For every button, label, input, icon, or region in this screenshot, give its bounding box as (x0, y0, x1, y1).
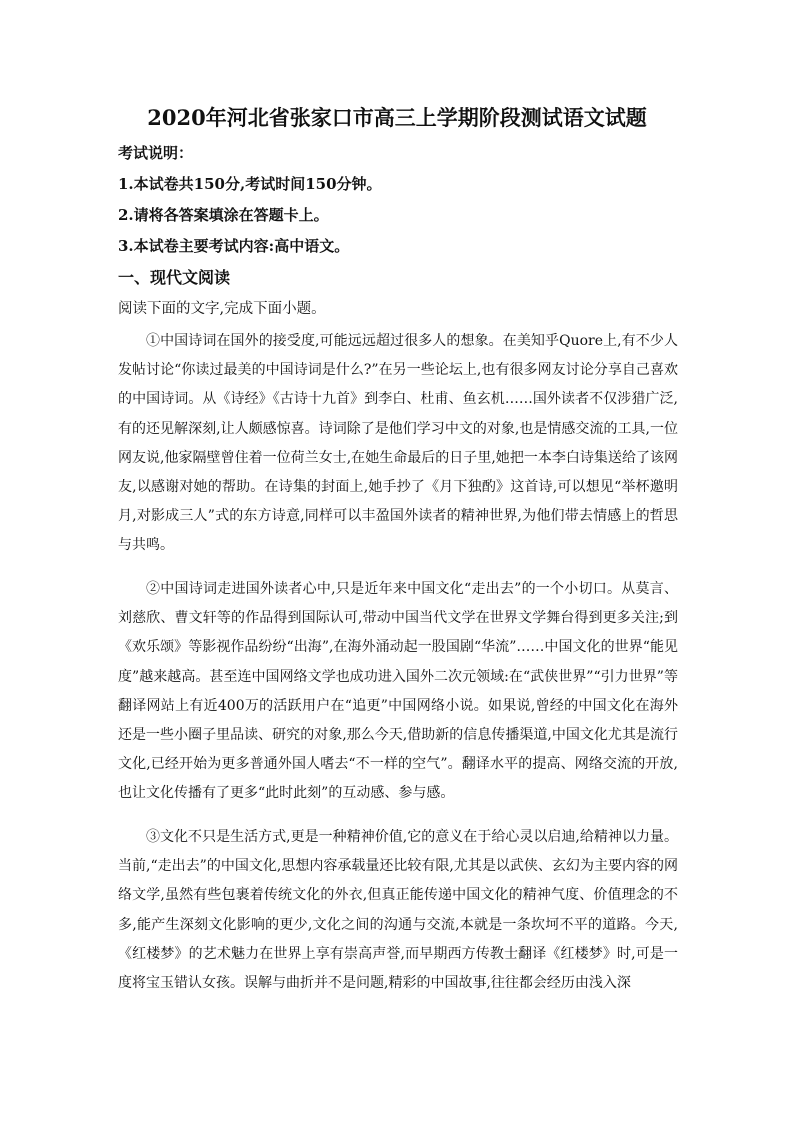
passage-paragraph-3: ③文化不只是生活方式,更是一种精神价值,它的意义在于给心灵以启迪,给精神以力量。当前,“走出去”的中国文化,思想内容承载量还比较有限,尤其是以武侠、玄幻为主要内容的网络文学,虽然有些包裹着传统文化的外衣,但真正能传递中国文化的精神气度、价值理念的不多,能产生深刻文化影响的更少,文化之间的沟通与交流,本就是一条坎坷不平的道路。今天,《红楼梦》的艺术魅力在世界上享有崇高声誉,而早期西方传教士翻译《红楼梦》时,可是一度将宝玉错认女孩。误解与曲折并不是问题,精彩的中国故事,往往都会经历由浅入深 (118, 829, 678, 992)
document-title: 2020年河北省张家口市高三上学期阶段测试语文试题 (147, 105, 647, 130)
reading-instruction: 阅读下面的文字,完成下面小题。 (118, 301, 326, 317)
exam-note-3: 3.本试卷主要考试内容:高中语文。 (118, 237, 350, 255)
section-heading: 一、现代文阅读 (118, 268, 231, 287)
exam-note-1: 1.本试卷共150分,考试时间150分钟。 (118, 175, 382, 193)
exam-note-2: 2.请将各答案填涂在答题卡上。 (118, 206, 329, 224)
passage-paragraph-1: ①中国诗词在国外的接受度,可能远远超过很多人的想象。在美知乎Quore上,有不少人发帖讨论“你读过最美的中国诗词是什么?”在另一些论坛上,也有很多网友讨论分享自己喜欢的中国诗词。从《诗经》《古诗十九首》到李白、杜甫、鱼玄机……国外读者不仅涉猎广泛,有的还见解深刻,让人颇感惊喜。诗词除了是他们学习中文的对象,也是情感交流的工具,一位网友说,他家隔壁曾住着一位荷兰女士,在她生命最后的日子里,她把一本李白诗集送给了该网友,以感谢对她的帮助。在诗集的封面上,她手抄了《月下独酌》这首诗,可以想见“举杯邀明月,对影成三人”式的东方诗意,同样可以丰盈国外读者的精神世界,为他们带去情感上的哲思与共鸣。 (118, 333, 678, 554)
passage-paragraph-2: ②中国诗词走进国外读者心中,只是近年来中国文化“走出去”的一个小切口。从莫言、刘慈欣、曹文轩等的作品得到国际认可,带动中国当代文学在世界文学舞台得到更多关注;到《欢乐颂》等影视作品纷纷“出海”,在海外涌动起一股国剧“华流”……中国文化的世界“能见度”越来越高。甚至连中国网络文学也成功进入国外二次元领域:在“武侠世界”“引力世界”等翻译网站上有近400万的活跃用户在“追更”中国网络小说。如果说,曾经的中国文化在海外还是一些小圈子里品读、研究的对象,那么今天,借助新的信息传播渠道,中国文化尤其是流行文化,已经开始为更多普通外国人嗜去“不一样的空气”。翻译水平的提高、网络交流的开放,也让文化传播有了更多“此时此刻”的互动感、参与感。 (118, 581, 678, 802)
exam-instructions-header: 考试说明： (118, 144, 194, 162)
